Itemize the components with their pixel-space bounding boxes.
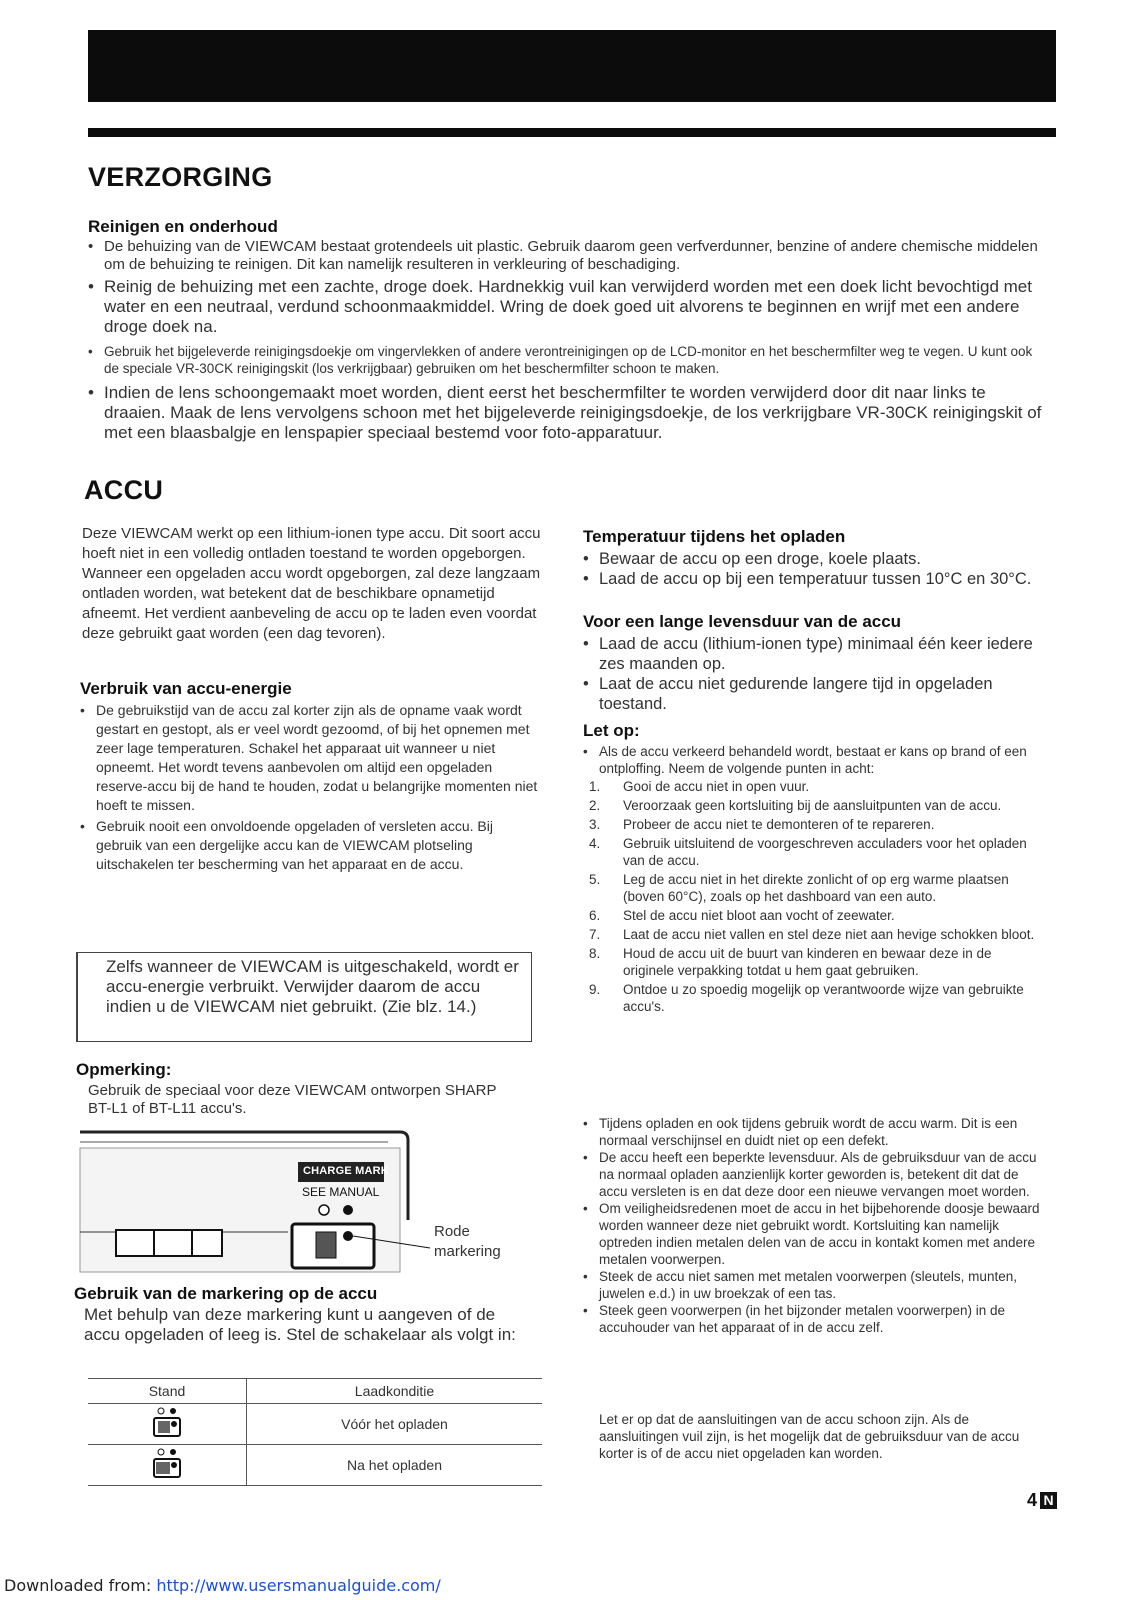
- boxed-note: Zelfs wanneer de VIEWCAM is uitgeschakeld, wordt er accu-energie verbruikt. Verwijder daarom de accu indien u de VIEWCAM niet gebruikt. (Zie blz. 14.): [76, 952, 532, 1042]
- item-text: Leg de accu niet in het direkte zonlicht of op erg warme plaatsen (boven 60°C), zoals op het dashboard van een auto.: [623, 872, 1009, 904]
- table-header-row: [88, 1379, 542, 1404]
- header-banner: [88, 30, 1056, 102]
- item-text: Laat de accu niet vallen en stel deze niet aan hevige schokken bloot.: [623, 927, 1035, 942]
- item-number: 3.: [589, 817, 601, 832]
- care-bullet: • Indien de lens schoongemaakt moet worden, dient eerst het beschermfilter te worden verwijderd door dit naar links te draaien. Maak de lens vervolgens schoon met het bijgeleverde reinigingsdoekje, de los verkrijgbare VR-30CK reinigingskit of met een blaasbalgje en lenspapier speciaal bestemd voor foto-apparatuur.: [88, 383, 1048, 443]
- temp-bullets: [583, 549, 1043, 589]
- item-number: 1.: [589, 779, 601, 794]
- item-number: 7.: [589, 927, 601, 942]
- item-text: Stel de accu niet bloot aan vocht of zeewater.: [623, 908, 895, 923]
- download-footer: [4, 1576, 441, 1595]
- letop-numbered-list: [583, 778, 1043, 1017]
- remark-title: Opmerking:: [76, 1060, 172, 1079]
- item-text: Gebruik uitsluitend de voorgeschreven acculaders voor het opladen van de accu.: [623, 836, 1027, 868]
- care-subtitle: Reinigen en onderhoud: [88, 217, 278, 236]
- care-bullets: [88, 238, 1048, 443]
- letop-item: [583, 778, 1043, 795]
- footer-prefix: Downloaded from:: [4, 1576, 157, 1595]
- care-bullet: • De behuizing van de VIEWCAM bestaat grotendeels uit plastic. Gebruik daarom geen verfverdunner, benzine of andere chemische middelen om de behuizing te reinigen. Dit kan namelijk resulteren in verkleuring of beschadiging.: [88, 238, 1048, 274]
- temp-title: Temperatuur tijdens het opladen: [583, 527, 846, 546]
- item-text: Gooi de accu niet in open vuur.: [623, 779, 810, 794]
- table-header-condition: Laadkonditie: [247, 1379, 543, 1404]
- item-text: Probeer de accu niet te demonteren of te repareren.: [623, 817, 935, 832]
- item-number: 4.: [589, 836, 601, 851]
- footer-link[interactable]: http://www.usersmanualguide.com/: [156, 1576, 441, 1595]
- letop-item: [583, 797, 1043, 814]
- extra-bullet: • Om veiligheidsredenen moet de accu in het bijbehorende doosje bewaard worden wanneer deze niet gebruikt wordt. Kortsluiting kan namelijk optreden indien metalen delen van de accu in kontakt komen met andere metalen voorwerpen.: [583, 1200, 1043, 1268]
- care-title: VERZORGING: [88, 162, 273, 192]
- letop-item: [583, 835, 1043, 869]
- letop-item: [583, 981, 1043, 1015]
- letop-title: Let op:: [583, 721, 640, 740]
- extra-bullet: • De accu heeft een beperkte levensduur. Als de gebruiksduur van de accu na normaal opladen aanzienlijk korter geworden is, betekent dit dat de accu versleten is en dat deze door een nieuwe vervangen moet worden.: [583, 1149, 1043, 1200]
- extra-bullet: • Steek geen voorwerpen (in het bijzonder metalen voorwerpen) in de accuhouder van het apparaat of in de accu zelf.: [583, 1302, 1043, 1336]
- battery-illustration: [78, 1124, 528, 1282]
- red-mark-callout: Rode markering: [434, 1223, 501, 1260]
- accu-intro: Deze VIEWCAM werkt op een lithium-ionen type accu. Dit soort accu hoeft niet in een volledig ontladen toestand te worden opgeborgen. Wanneer een opgeladen accu wordt opgeborgen, zal deze langzaam ontladen worden, wat betekent dat de beschikbare opnametijd afneemt. Het verdient aanbeveling de accu op te laden even voordat deze gebruikt gaat worden (een dag tevoren).: [82, 525, 541, 642]
- table-cell-before: Vóór het opladen: [247, 1404, 543, 1445]
- item-text: Houd de accu uit de buurt van kinderen en bewaar deze in de originele verpakking totdat u hem gaat gebruiken.: [623, 946, 992, 978]
- letop-item: [583, 945, 1043, 979]
- item-text: Veroorzaak geen kortsluiting bij de aansluitpunten van de accu.: [623, 798, 1002, 813]
- life-bullet: • Laad de accu (lithium-ionen type) minimaal één keer iedere zes maanden op.: [583, 634, 1033, 674]
- switch-icon: [142, 1406, 192, 1440]
- item-text: Ontdoe u zo spoedig mogelijk op verantwoorde wijze van gebruikte accu's.: [623, 982, 1024, 1014]
- item-number: 5.: [589, 872, 601, 887]
- page-number-value: 4: [1026, 1490, 1037, 1510]
- language-badge: N: [1040, 1492, 1057, 1509]
- see-manual-label: SEE MANUAL: [302, 1185, 380, 1199]
- care-bullet: • Reinig de behuizing met een zachte, droge doek. Hardnekkig vuil kan verwijderd worden met een doek licht bevochtigd met water en een neutraal, verdund schoonmaakmiddel. Wring de doek goed uit alvorens te beginnen en wrijf met een andere droge doek na.: [88, 277, 1048, 337]
- marking-text: Met behulp van deze markering kunt u aangeven of de accu opgeladen of leeg is. Stel de schakelaar als volgt in:: [84, 1305, 516, 1344]
- extra-bullet: • Tijdens opladen en ook tijdens gebruik wordt de accu warm. Dit is een normaal verschijnsel en duidt niet op een defekt.: [583, 1115, 1043, 1149]
- usage-bullet: • De gebruikstijd van de accu zal korter zijn als de opname vaak wordt gestart en gestopt, als er veel wordt gezoomd, of bij het opnemen met zeer lage temperaturen. Schakel het apparaat uit wanneer u niet opneemt. Het wordt tevens aanbevolen om altijd een opgeladen reserve-accu bij de hand te houden, zodat u belangrijke momenten niet hoeft te missen.: [80, 701, 540, 815]
- switch-icon: [142, 1447, 192, 1481]
- table-row: [88, 1404, 542, 1445]
- usage-bullet: • Gebruik nooit een onvoldoende opgeladen of versleten accu. Bij gebruik van een dergelijke accu kan de VIEWCAM plotseling uitschakelen ter bescherming van het apparaat en de accu.: [80, 817, 540, 874]
- final-note: Let er op dat de aansluitingen van de accu schoon zijn. Als de aansluitingen vuil zijn, is het mogelijk dat de gebruiksduur van de accu korter is of de accu niet opgeladen kan worden.: [599, 1412, 1020, 1461]
- table-cell-after: Na het opladen: [247, 1445, 543, 1486]
- remark-text: Gebruik de speciaal voor deze VIEWCAM ontworpen SHARP BT-L1 of BT-L11 accu's.: [88, 1082, 497, 1117]
- letop-intro-list: [583, 743, 1043, 777]
- letop-item: [583, 816, 1043, 833]
- table-header-stand: Stand: [88, 1379, 247, 1404]
- header-rule: [88, 128, 1056, 137]
- life-bullets: [583, 634, 1033, 714]
- usage-bullets: [80, 701, 540, 874]
- letop-item: [583, 926, 1043, 943]
- temp-bullet: • Laad de accu op bij een temperatuur tussen 10°C en 30°C.: [583, 569, 1043, 589]
- temp-bullet: • Bewaar de accu op een droge, koele plaats.: [583, 549, 1043, 569]
- life-title: Voor een lange levensduur van de accu: [583, 612, 902, 631]
- care-bullet: • Gebruik het bijgeleverde reinigingsdoekje om vingervlekken of andere verontreinigingen op de LCD-monitor en het beschermfilter weg te vegen. U kunt ook de speciale VR-30CK reinigingskit (los verkrijgbaar) gebruiken om het beschermfilter schoon te maken.: [88, 343, 1048, 377]
- extra-bullets: [583, 1115, 1043, 1336]
- extra-bullet: • Steek de accu niet samen met metalen voorwerpen (sleutels, munten, juwelen e.d.) in uw broekzak of een tas.: [583, 1268, 1043, 1302]
- item-number: 6.: [589, 908, 601, 923]
- life-bullet: • Laat de accu niet gedurende langere tijd in opgeladen toestand.: [583, 674, 1033, 714]
- switch-position-before: [88, 1404, 247, 1445]
- letop-item: [583, 907, 1043, 924]
- letop-item: [583, 871, 1043, 905]
- item-number: 9.: [589, 982, 601, 997]
- switch-position-after: [88, 1445, 247, 1486]
- marking-title: Gebruik van de markering op de accu: [74, 1284, 378, 1303]
- item-number: 8.: [589, 946, 601, 961]
- table-row: [88, 1445, 542, 1486]
- charge-status-table: [88, 1378, 542, 1486]
- page-number: [1027, 1490, 1057, 1511]
- letop-intro: • Als de accu verkeerd behandeld wordt, bestaat er kans op brand of een ontploffing. Neem de volgende punten in acht:: [583, 743, 1043, 777]
- item-number: 2.: [589, 798, 601, 813]
- accu-title: ACCU: [84, 475, 164, 505]
- usage-title: Verbruik van accu-energie: [80, 679, 292, 698]
- charge-mark-label: CHARGE MARK: [303, 1165, 389, 1177]
